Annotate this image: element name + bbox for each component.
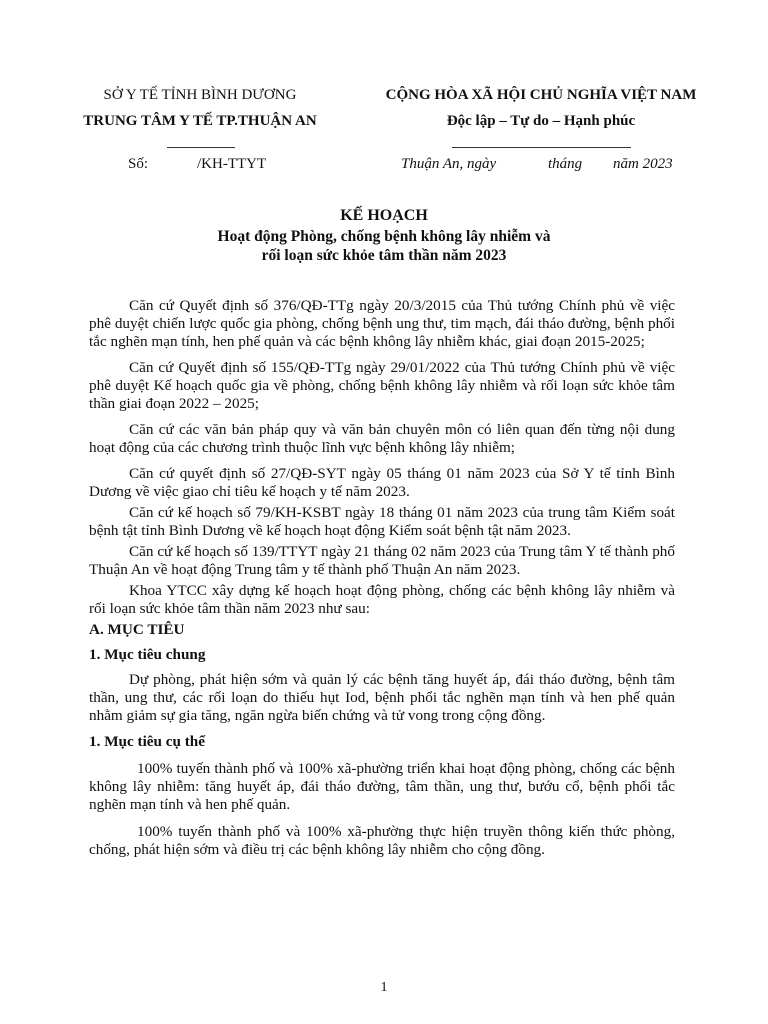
paragraph-basis-4: Căn cứ quyết định số 27/QĐ-SYT ngày 05 tháng 01 năm 2023 của Sở Y tế tỉnh Bình Dương về việc giao chỉ tiêu kế hoạch y tế năm 2023. bbox=[89, 465, 675, 500]
national-title: CỘNG HÒA XÃ HỘI CHỦ NGHĨA VIỆT NAM bbox=[385, 87, 697, 103]
document-title: KẾ HOẠCH bbox=[340, 207, 428, 224]
month-label: tháng bbox=[548, 156, 583, 172]
page-number: 1 bbox=[380, 980, 388, 995]
document-body bbox=[89, 297, 675, 864]
paragraph-basis-2: Căn cứ Quyết định số 155/QĐ-TTg ngày 29/01/2022 của Thủ tướng Chính phủ về việc phê duyệt Kế hoạch quốc gia về phòng, chống bệnh không lây nhiễm và rối loạn sức khỏe tâm thần giai đoạn 2022 – 2025; bbox=[89, 359, 675, 412]
general-objective-heading: 1. Mục tiêu chung bbox=[89, 646, 206, 663]
org-parent-name: SỞ Y TẾ TỈNH BÌNH DƯƠNG bbox=[103, 87, 297, 103]
general-objective-text: Dự phòng, phát hiện sớm và quản lý các bệnh tăng huyết áp, đái tháo đường, bệnh tâm thần, ung thư, các rối loạn do thiếu hụt Iod, bệnh phổi tắc nghẽn mạn tính và hen phế quản nhằm giảm sự gia tăng, ngăn ngừa biến chứng và tử vong trong cộng đồng. bbox=[89, 671, 675, 724]
section-a-heading: A. MỤC TIÊU bbox=[89, 621, 185, 638]
specific-objective-text-2: 100% tuyến thành phố và 100% xã-phường thực hiện truyền thông kiến thức phòng, chống, phát hiện sớm và điều trị các bệnh không lây nhiễm cho cộng đồng. bbox=[89, 823, 675, 858]
paragraph-basis-3: Căn cứ các văn bản pháp quy và văn bản chuyên môn có liên quan đến từng nội dung hoạt động của các chương trình thuộc lĩnh vực bệnh không lây nhiễm; bbox=[89, 421, 675, 456]
document-number-code: /KH-TTYT bbox=[197, 156, 267, 172]
org-name: TRUNG TÂM Y TẾ TP.THUẬN AN bbox=[83, 113, 317, 129]
document-subtitle-line1: Hoạt động Phòng, chống bệnh không lây nhiễm và bbox=[217, 228, 551, 245]
document-number-label: Số: bbox=[128, 156, 149, 172]
national-motto: Độc lập – Tự do – Hạnh phúc bbox=[446, 113, 636, 129]
year-label: năm 2023 bbox=[613, 156, 673, 172]
place-date: Thuận An, ngày bbox=[401, 156, 497, 172]
document-subtitle-line2: rối loạn sức khỏe tâm thần năm 2023 bbox=[261, 247, 507, 264]
paragraph-basis-6: Căn cứ kế hoạch số 139/TTYT ngày 21 tháng 02 năm 2023 của Trung tâm Y tế thành phố Thuận An về hoạt động Trung tâm y tế thành phố Thuận An năm 2023. bbox=[89, 543, 675, 578]
paragraph-basis-1: Căn cứ Quyết định số 376/QĐ-TTg ngày 20/3/2015 của Thủ tướng Chính phủ về việc phê duyệt chiến lược quốc gia phòng, chống bệnh ung thư, tim mạch, đái tháo đường, bệnh phổi tắc nghẽn mạn tính, hen phế quản và các bệnh không lây nhiễm khác, giai đoạn 2015-2025; bbox=[89, 297, 675, 350]
specific-objective-heading: 1. Mục tiêu cụ thể bbox=[89, 733, 205, 750]
paragraph-basis-5: Căn cứ kế hoạch số 79/KH-KSBT ngày 18 tháng 01 năm 2023 của trung tâm Kiểm soát bệnh tật tỉnh Bình Dương về kế hoạch hoạt động Kiểm soát bệnh tật năm 2023. bbox=[89, 504, 675, 539]
paragraph-intro: Khoa YTCC xây dựng kế hoạch hoạt động phòng, chống các bệnh không lây nhiễm và rối loạn sức khỏe tâm thần năm 2023 như sau: bbox=[89, 582, 675, 617]
right-header-rule bbox=[452, 147, 631, 148]
specific-objective-text-1: 100% tuyến thành phố và 100% xã-phường triển khai hoạt động phòng, chống các bệnh không lây nhiễm: tăng huyết áp, đái tháo đường, tâm thần, ung thư, bướu cổ, bệnh phổi tắc nghẽn mạn tính và hen phế quản. bbox=[89, 760, 675, 813]
left-header-rule bbox=[167, 147, 235, 148]
